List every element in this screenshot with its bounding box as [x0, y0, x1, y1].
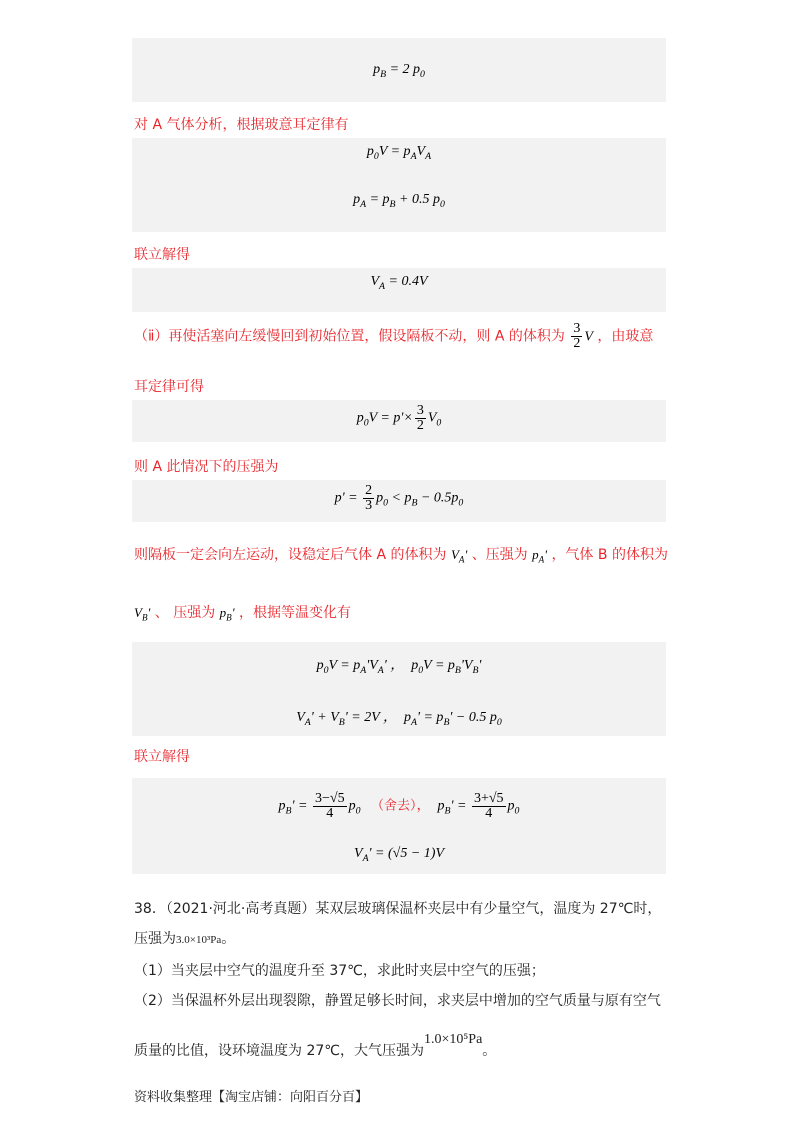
text-line-5: 则 A 此情况下的压强为 [134, 459, 279, 475]
text-line-3: （ⅱ）再使活塞向左缓慢回到初始位置，假设隔板不动，则 A 的体积为 $\frac{3}{2}$ V ，由玻意 [134, 321, 654, 351]
equation-p-prime: p' = $\frac{2}{3}$ $p_0 < p_B - 0.5p_0$ [334, 483, 464, 513]
text-line-7: $V_B'$ 、 压强为 $p_B'$ ，根据等温变化有 [134, 605, 351, 623]
problem-38-pressure-value: 3.0×10³Pa [176, 934, 222, 946]
equation-va-final: $V_A' = (√5 - 1)V$ [354, 846, 444, 864]
equation-box-6 [132, 642, 666, 736]
problem-38-question-2: （2）当保温杯外层出现裂隙，静置足够长时间，求夹层中增加的空气质量与原有空气 [134, 993, 661, 1009]
problem-38-question-2-cont: 质量的比值，设环境温度为 27℃，大气压强为1.0×10⁵Pa。 [134, 1032, 497, 1059]
equation-box-5 [132, 480, 666, 522]
equation-boyle-ab: $p_0V = p_A'V_A'$ ， $p_0V = p_B'V_B'$ [316, 658, 482, 676]
text-line-3-part-2: ，由玻意 [597, 328, 654, 345]
problem-38-line-1: 38．（2021·河北·高考真题）某双层玻璃保温杯夹层中有少量空气，温度为 27℃时， [134, 901, 662, 917]
equation-pa: $p_A = p_B + 0.5$ $p_0$ [353, 192, 445, 210]
text-line-7-part-2: ，根据等温变化有 [238, 605, 351, 621]
text-line-3-part-1: （ⅱ）再使活塞向左缓慢回到初始位置，假设隔板不动，则 A 的体积为 [134, 328, 565, 345]
equation-pb-solutions: $p_B'$ = $\frac{3-√5}{4}$ $p_0$ （舍去）， $p_B'$ = $\frac{3+√5}{4}$ $p_0$ [278, 791, 520, 821]
text-line-6-part-2: 、压强为 [471, 547, 528, 563]
problem-38-q2-text: 质量的比值，设环境温度为 27℃，大气压强为 [134, 1043, 424, 1059]
equation-box-3 [132, 268, 666, 312]
text-line-6-part-1: 则隔板一定会向左运动，设稳定后气体 A 的体积为 [134, 547, 447, 563]
text-line-8: 联立解得 [134, 749, 190, 765]
problem-38-atm-value: 1.0×10⁵Pa [424, 1032, 483, 1047]
text-line-2: 联立解得 [134, 247, 190, 263]
equation-box-4 [132, 400, 666, 442]
equation-boyle-v0: $p_0V = p'\times$ $\frac{3}{2}$ $V_0$ [356, 403, 442, 433]
footer-text: 资料收集整理【淘宝店铺：向阳百分百】 [134, 1090, 369, 1105]
equation-va: $V_A = 0.4V$ [370, 274, 428, 292]
text-line-7-part-1: 、 压强为 [154, 605, 216, 621]
equation-box-2 [132, 138, 666, 232]
fraction-three-halves: $\frac{3}{2}$ [573, 321, 581, 351]
equation-boyle-a: $p_0V = p_AV_A$ [366, 144, 432, 162]
problem-38-line-2: 压强为3.0×10³Pa。 [134, 931, 236, 947]
discard-label: （舍去） [370, 798, 417, 814]
equation-box-1 [132, 38, 666, 102]
text-line-6-part-3: ，气体 B 的体积为 [551, 547, 668, 563]
text-line-6: 则隔板一定会向左运动，设稳定后气体 A 的体积为 $V_A'$ 、压强为 $p_A'$ ，气体 B 的体积为 [134, 547, 668, 565]
equation-box-7 [132, 778, 666, 874]
text-line-4: 耳定律可得 [134, 379, 204, 395]
equation-volume-sum: $V_A' + V_B' = 2V$ ， $p_A' = p_B' - 0.5$ $p_0$ [296, 710, 502, 728]
equation-pb: $p_B = 2$ $p_0$ [373, 62, 425, 80]
problem-38-pressure-label: 压强为 [134, 931, 176, 947]
problem-38-question-1: （1）当夹层中空气的温度升至 37℃，求此时夹层中空气的压强； [134, 963, 545, 979]
text-line-1: 对 A 气体分析，根据玻意耳定律有 [134, 117, 349, 133]
